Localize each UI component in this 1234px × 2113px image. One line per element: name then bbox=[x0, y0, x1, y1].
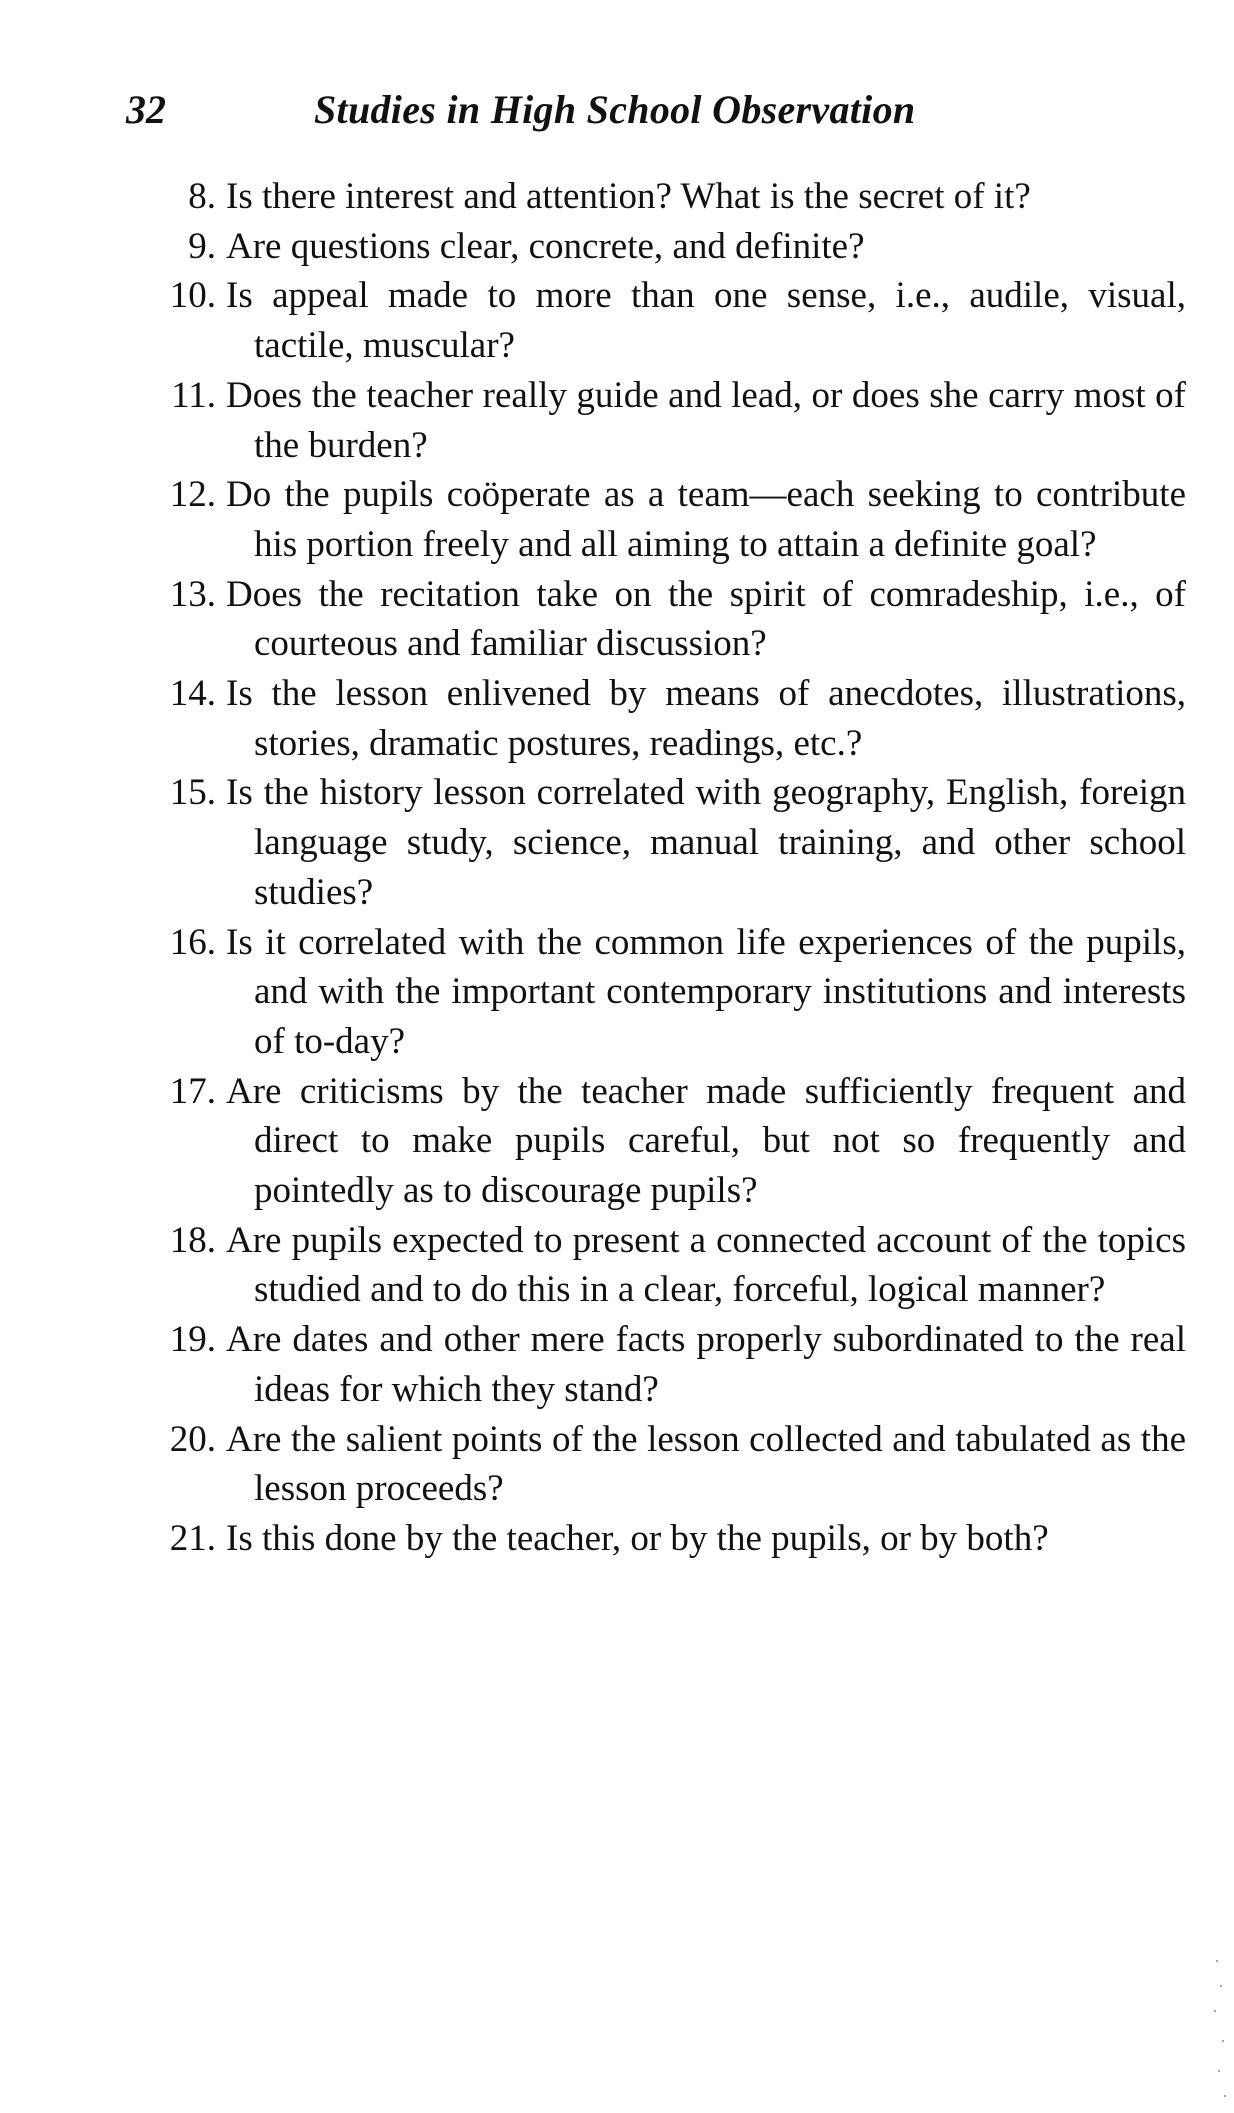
question-number: 17. bbox=[169, 1070, 216, 1112]
question-text: Is the lesson enlivened by means of anecdotes, illustrations, stories, dramatic postures, readings, etc.? bbox=[226, 673, 1186, 764]
question-item bbox=[146, 918, 1186, 1067]
question-text: Is it correlated with the common life experiences of the pupils, and with the important contemporary institutions and interests of to-day? bbox=[226, 921, 1186, 1062]
scan-speck bbox=[1220, 1985, 1222, 1987]
question-item bbox=[146, 1067, 1186, 1216]
question-number: 10. bbox=[169, 275, 216, 317]
question-list bbox=[146, 172, 1186, 1564]
question-text: Is appeal made to more than one sense, i.e., audile, visual, tactile, muscular? bbox=[226, 275, 1186, 367]
question-text: Does the recitation take on the spirit of comradeship, i.e., of courteous and familiar discussion? bbox=[226, 573, 1186, 665]
page-number: 32 bbox=[126, 87, 166, 132]
page-header bbox=[126, 86, 1186, 146]
scan-speck bbox=[1222, 2040, 1224, 2042]
question-item bbox=[146, 768, 1186, 917]
scan-speck bbox=[1224, 2095, 1226, 2097]
question-number: 11. bbox=[171, 374, 216, 416]
question-number: 8. bbox=[188, 176, 216, 217]
question-item bbox=[146, 1216, 1186, 1315]
question-number: 12. bbox=[169, 474, 216, 516]
question-item bbox=[146, 1514, 1186, 1564]
question-item bbox=[146, 222, 1186, 272]
scan-speck bbox=[1218, 2070, 1220, 2072]
question-text: Are questions clear, concrete, and definite? bbox=[226, 225, 865, 267]
question-item bbox=[146, 371, 1186, 470]
question-item bbox=[146, 570, 1186, 669]
question-text: Does the teacher really guide and lead, or does she carry most of the burden? bbox=[226, 374, 1186, 466]
question-number: 16. bbox=[169, 921, 216, 963]
question-number: 20. bbox=[169, 1418, 216, 1460]
question-text: Is this done by the teacher, or by the pupils, or by both? bbox=[226, 1517, 1049, 1559]
question-item bbox=[146, 669, 1186, 768]
question-number: 18. bbox=[169, 1219, 216, 1261]
question-text: Are the salient points of the lesson collected and tabulated as the lesson proceeds? bbox=[226, 1418, 1186, 1510]
running-title: Studies in High School Observation bbox=[314, 87, 916, 132]
question-item bbox=[146, 470, 1186, 569]
question-number: 9. bbox=[188, 225, 216, 267]
question-number: 15. bbox=[169, 772, 216, 814]
question-item bbox=[146, 1415, 1186, 1514]
question-text: Is the history lesson correlated with geography, English, foreign language study, science, manual training, and other school studies? bbox=[226, 772, 1186, 913]
question-number: 19. bbox=[169, 1319, 216, 1361]
question-text: Are dates and other mere facts properly subordinated to the real ideas for which they stand? bbox=[226, 1319, 1186, 1410]
question-number: 14. bbox=[169, 673, 216, 715]
question-text: Are pupils expected to present a connected account of the topics studied and to do this in a clear, forceful, logical manner? bbox=[226, 1219, 1186, 1311]
question-text: Are criticisms by the teacher made sufficiently frequent and direct to make pupils careful, but not so frequently and pointedly as to discourage pupils? bbox=[226, 1070, 1186, 1212]
scan-speck bbox=[1216, 1960, 1218, 1962]
scan-speck bbox=[1214, 2010, 1216, 2012]
question-text: Do the pupils coöperate as a team—each seeking to contribute his portion freely and all aiming to attain a definite goal? bbox=[226, 474, 1186, 565]
question-item bbox=[146, 172, 1186, 222]
question-text: Is there interest and attention? What is the secret of it? bbox=[226, 176, 1031, 217]
question-number: 13. bbox=[169, 573, 216, 615]
question-item bbox=[146, 1315, 1186, 1414]
question-number: 21. bbox=[169, 1517, 216, 1559]
question-item bbox=[146, 271, 1186, 370]
